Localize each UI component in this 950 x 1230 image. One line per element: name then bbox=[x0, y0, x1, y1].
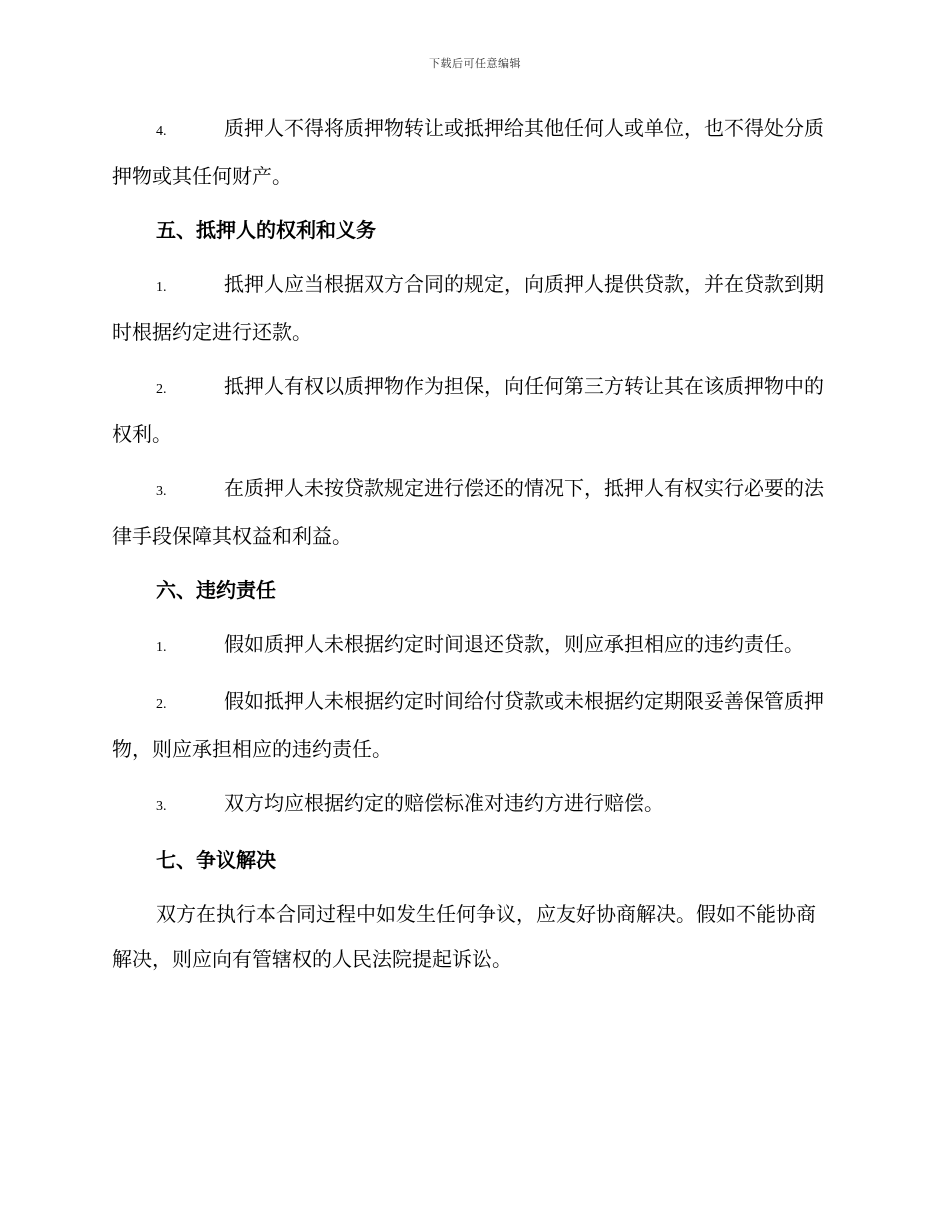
item-number: 2. bbox=[156, 382, 167, 397]
item-number: 2. bbox=[156, 697, 167, 712]
item-text: 抵押人有权以质押物作为担保，向任何第三方转让其在该质押物中的权利。 bbox=[112, 374, 824, 446]
list-item bbox=[112, 622, 834, 670]
item-number: 1. bbox=[156, 280, 167, 295]
section-heading: 五、抵押人的权利和义务 bbox=[156, 218, 376, 242]
item-text: 抵押人应当根据双方合同的规定，向质押人提供贷款，并在贷款到期时根据约定进行还款。 bbox=[112, 272, 824, 344]
item-text: 质押人不得将质押物转让或抵押给其他任何人或单位，也不得处分质押物或其任何财产。 bbox=[112, 116, 824, 188]
list-item bbox=[112, 106, 834, 199]
item-text: 在质押人未按贷款规定进行偿还的情况下，抵押人有权实行必要的法律手段保障其权益和利益。 bbox=[112, 476, 824, 548]
section-heading: 七、争议解决 bbox=[156, 848, 276, 872]
item-text: 假如抵押人未根据约定时间给付贷款或未根据约定期限妥善保管质押物，则应承担相应的违约责任。 bbox=[112, 689, 824, 761]
item-number: 3. bbox=[156, 799, 167, 814]
list-item bbox=[112, 364, 834, 457]
item-text: 假如质押人未根据约定时间退还贷款，则应承担相应的违约责任。 bbox=[224, 632, 804, 656]
document-body bbox=[112, 106, 834, 991]
item-text: 双方均应根据约定的赔偿标准对违约方进行赔偿。 bbox=[224, 791, 664, 815]
list-item bbox=[112, 466, 834, 559]
page-header: 下载后可任意编辑 bbox=[429, 57, 521, 70]
list-item bbox=[112, 781, 834, 829]
body-paragraph: 双方在执行本合同过程中如发生任何争议，应友好协商解决。假如不能协商解决，则应向有管辖权的人民法院提起诉讼。 bbox=[112, 902, 816, 971]
section-heading: 六、违约责任 bbox=[156, 578, 276, 602]
list-item bbox=[112, 262, 834, 355]
item-number: 4. bbox=[156, 124, 167, 139]
item-number: 1. bbox=[156, 640, 167, 655]
list-item bbox=[112, 679, 834, 772]
item-number: 3. bbox=[156, 484, 167, 499]
